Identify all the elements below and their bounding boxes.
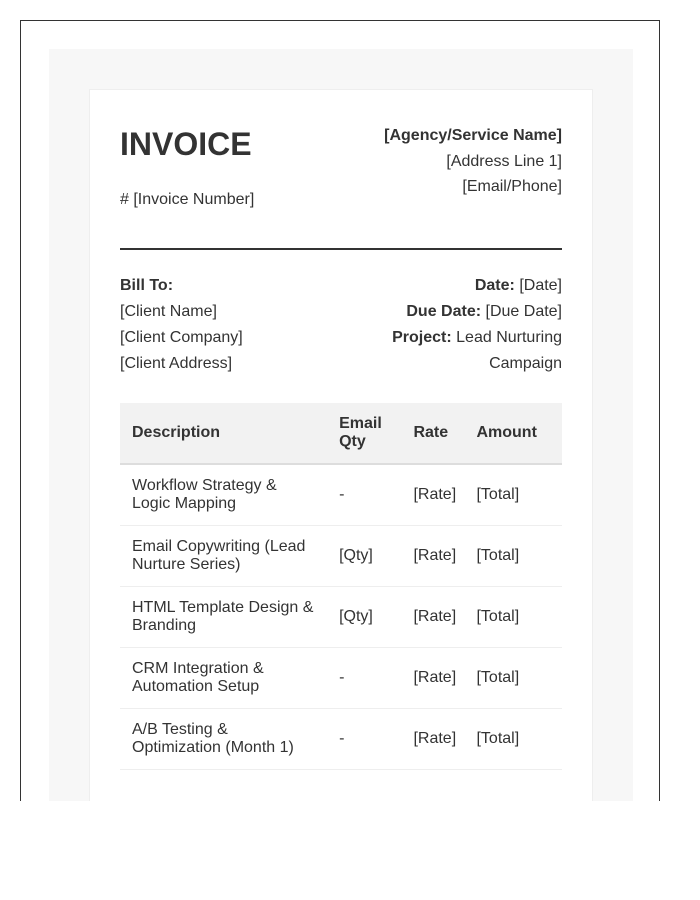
row-qty: -: [330, 648, 401, 709]
row-rate: [Rate]: [401, 526, 464, 587]
agency-address: [Address Line 1]: [446, 152, 562, 170]
project-line: [362, 325, 562, 351]
project-value-line1: Lead Nurturing: [456, 329, 562, 346]
agency-name: [Agency/Service Name]: [384, 127, 562, 144]
table-header: [120, 403, 562, 464]
client-address: [Client Address]: [120, 355, 233, 372]
date-label: Date:: [474, 277, 515, 294]
desc-line1: HTML Template Design &: [132, 599, 314, 616]
client-name: [Client Name]: [120, 303, 217, 320]
header-qty-line1: Email: [339, 415, 382, 432]
date-line: [362, 273, 562, 299]
row-description: [120, 648, 330, 709]
header-description: Description: [120, 403, 330, 464]
due-date-label: Due Date:: [406, 303, 482, 320]
header-amount: Amount: [464, 403, 562, 464]
table-row: [120, 709, 562, 770]
row-rate: [Rate]: [401, 587, 464, 648]
agency-contact: [Email/Phone]: [462, 178, 562, 195]
project-value-line2: Campaign: [489, 355, 562, 372]
header-email-qty: [330, 403, 401, 464]
desc-line1: CRM Integration &: [132, 660, 264, 677]
desc-line1: A/B Testing &: [132, 721, 228, 738]
desc-line2: Automation Setup: [132, 678, 260, 695]
client-company: [Client Company]: [120, 329, 243, 346]
row-qty: [Qty]: [330, 526, 401, 587]
desc-line1: Workflow Strategy &: [132, 477, 277, 494]
due-date-line: [362, 299, 562, 325]
bill-to-label: Bill To:: [120, 277, 174, 294]
row-description: [120, 709, 330, 770]
row-qty: [Qty]: [330, 587, 401, 648]
row-amount: [Total]: [464, 709, 562, 770]
row-amount: [Total]: [464, 587, 562, 648]
header-rate: Rate: [401, 403, 464, 464]
table-header-row: [120, 403, 562, 464]
desc-line2: Optimization (Month 1): [132, 739, 294, 756]
line-items-table: [120, 403, 562, 770]
agency-block: [384, 123, 562, 200]
header-qty-line2: Qty: [339, 433, 366, 450]
table-row: [120, 587, 562, 648]
table-row: [120, 526, 562, 587]
desc-line2: Nurture Series): [132, 556, 241, 573]
table-row: [120, 648, 562, 709]
desc-line2: Logic Mapping: [132, 495, 237, 512]
table-body: [120, 464, 562, 770]
header-divider: [120, 248, 562, 250]
invoice-title: INVOICE: [120, 126, 252, 162]
row-rate: [Rate]: [401, 464, 464, 526]
row-description: [120, 587, 330, 648]
row-description: [120, 526, 330, 587]
row-amount: [Total]: [464, 526, 562, 587]
desc-line2: Branding: [132, 617, 197, 634]
row-amount: [Total]: [464, 464, 562, 526]
row-qty: -: [330, 464, 401, 526]
row-amount: [Total]: [464, 648, 562, 709]
due-date-value: [Due Date]: [485, 303, 562, 320]
row-rate: [Rate]: [401, 709, 464, 770]
row-description: [120, 464, 330, 526]
date-value: [Date]: [519, 277, 562, 294]
table-row: [120, 464, 562, 526]
desc-line1: Email Copywriting (Lead: [132, 538, 306, 555]
bill-to-block: [120, 273, 243, 377]
row-rate: [Rate]: [401, 648, 464, 709]
project-label: Project:: [392, 329, 452, 346]
row-qty: -: [330, 709, 401, 770]
invoice-number: # [Invoice Number]: [120, 191, 255, 208]
invoice-meta-block: [362, 273, 562, 377]
